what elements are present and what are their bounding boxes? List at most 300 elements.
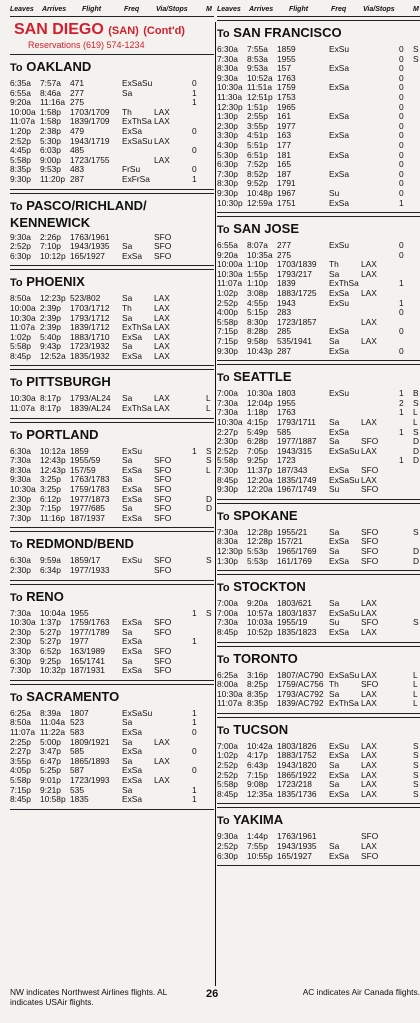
flight-freq: ExSa [122,125,143,136]
flight-via: LAX [154,106,170,117]
flight-leaves: 2:52p [217,760,238,771]
flight-leaves: 7:30a [217,397,238,408]
flight-flight: 1943/1820 [277,760,317,771]
flight-row [217,852,420,862]
left-sections [10,54,214,810]
column-divider [215,22,216,986]
flight-via: 2 [399,397,404,408]
flight-row [10,514,214,524]
flight-leaves: 6:30p [10,655,31,666]
flight-flight: 1763/1961 [70,231,110,242]
flight-freq: ExSaSu [122,78,153,88]
flight-via: 0 [192,726,197,737]
flight-leaves: 8:45p [10,350,31,361]
flight-leaves: 10:30a [10,617,36,628]
flight-via: 1 [399,388,404,399]
flight-meal: S [206,455,212,466]
flight-arrives: 10:30a [247,388,273,399]
flight-via: SFO [154,241,172,252]
destination-prefix: To [10,429,23,442]
flight-arrives: 1:58p [40,106,61,117]
flight-freq: ExSa [122,350,143,361]
flight-flight: 1763 [277,72,296,83]
flight-via: 0 [399,307,404,318]
flight-arrives: 11:04a [40,717,65,728]
flight-meal: S [206,445,212,456]
flight-freq: Sa [329,841,340,852]
footer-note-right: AC indicates Air Canada flights. [302,987,420,997]
flight-meal: D [413,455,420,466]
flight-via: 0 [192,145,197,156]
flight-via: 0 [192,164,197,175]
flight-leaves: 7:30a [217,617,238,628]
flight-via: LAX [361,316,377,327]
flight-meal: S [413,44,419,54]
flight-flight: 1977/685 [70,503,105,514]
destination-city: SEATTLE [233,369,292,385]
flight-arrives: 1:58p [40,116,61,127]
flight-flight: 161 [277,111,291,122]
flight-flight: 1977 [70,636,89,647]
flight-flight: 1803 [277,388,296,399]
destination-section [10,684,214,810]
flight-freq: ExSa [329,82,350,93]
flight-flight: 1793/1711 [277,417,316,427]
flight-leaves: 7:00a [217,388,238,399]
flight-via: 0 [399,53,404,64]
flight-freq: Sa [329,688,340,699]
flight-arrives: 1:55p [247,268,268,279]
flight-flight: 161/1769 [277,555,312,566]
flight-via: 0 [399,240,404,251]
destination-title [217,25,420,42]
flight-leaves: 6:55a [10,87,31,98]
flight-via: 0 [399,345,404,356]
flight-flight: 1859/17 [70,555,101,566]
origin-title [14,21,214,39]
destination-prefix: To [10,200,23,213]
flight-leaves: 2:52p [217,769,238,780]
flight-flight: 1763/1783 [70,474,110,485]
flight-meal: S [413,788,419,799]
flight-flight: 1763 [277,407,296,418]
flight-freq: ExSa [329,168,350,179]
flight-row [217,557,420,567]
flight-via: SFO [154,231,172,242]
flight-leaves: 8:50a [10,293,31,304]
flight-row [10,175,214,185]
flight-flight: 1835/1736 [277,788,317,799]
flight-flight: 1835/1932 [70,350,110,361]
flight-freq: FrSu [122,164,141,175]
flight-leaves: 6:30a [217,44,238,54]
flight-leaves: 2:30p [217,120,238,131]
flight-leaves: 12:30p [217,101,243,112]
flight-flight: 1759/1783 [70,484,110,495]
flight-leaves: 5:58p [217,455,238,466]
flight-via: SFO [154,665,172,676]
flight-arrives: 11:16p [40,512,65,523]
flight-flight: 1723/1755 [70,154,110,165]
flight-freq: ExSa [329,464,350,475]
header-flight: Flight [82,6,102,13]
flight-freq: Sa [122,87,133,98]
flight-via: SFO [154,555,172,566]
flight-flight: 1943/1719 [70,135,110,146]
flight-meal: S [413,760,419,771]
flight-arrives: 8:07a [247,240,268,251]
destination-title [217,221,420,238]
flight-arrives: 12:04p [247,397,273,408]
flight-arrives: 12:52a [40,350,66,361]
flight-arrives: 8:17p [40,393,61,404]
destination-city: PHOENIX [26,274,85,290]
flight-leaves: 4:05p [10,765,31,776]
flight-arrives: 10:12a [40,445,66,456]
flight-flight: 1955/21 [277,526,308,537]
flight-row [10,795,214,805]
flight-arrives: 1:18p [247,407,268,418]
destination-prefix: To [217,372,230,385]
flight-freq: ExFrSa [122,173,150,184]
flight-flight: 1977/1933 [70,565,110,575]
flight-via: SFO [154,617,172,628]
flight-leaves: 11:30a [217,91,242,102]
flight-flight: 1793/AL24 [70,393,111,404]
header-m: M [413,6,419,13]
flight-leaves: 11:07a [217,698,242,709]
flight-leaves: 1:02p [217,288,238,299]
column-header [10,4,214,17]
flight-freq: ExSaSu [329,607,360,618]
flight-via: SFO [154,565,172,575]
flight-leaves: 2:30p [10,636,31,647]
flight-arrives: 4:17p [247,750,268,761]
flight-via: LAX [361,417,377,427]
flight-freq: ExSa [329,750,350,761]
destination-prefix: To [217,224,230,237]
flight-arrives: 9:25p [247,455,268,466]
flight-flight: 1839/AC792 [277,698,324,709]
flight-arrives: 7:05p [247,445,268,456]
flight-leaves: 9:30p [217,484,238,495]
flight-arrives: 9:53p [40,164,61,175]
flight-leaves: 7:00a [217,740,238,751]
flight-freq: ExSa [122,331,143,342]
flight-meal: S [413,617,419,628]
flight-via: SFO [361,484,379,495]
flight-freq: ExSa [329,536,350,547]
flight-leaves: 5:58p [217,316,238,327]
flight-meal: S [413,397,419,408]
flight-via: SFO [154,655,172,666]
timetable-page [6,4,420,1019]
destination-section [217,646,420,714]
flight-freq: Sa [329,336,340,347]
flight-flight: 1883/1752 [277,750,317,761]
flight-via: 0 [399,139,404,150]
flight-freq: Th [329,679,339,690]
flight-freq: Sa [329,417,340,427]
flight-freq: Sa [122,341,133,352]
flight-freq: ExSaSu [329,669,360,680]
flight-flight: 177 [277,139,291,150]
flight-leaves: 3:30p [10,645,31,656]
flight-via: LAX [154,302,170,313]
flight-freq: ExSa [122,765,143,776]
flight-arrives: 8:17p [40,403,61,414]
flight-via: 1 [399,407,404,418]
flight-via: SFO [361,617,379,628]
flight-arrives: 12:28p [247,536,273,547]
flight-flight: 1955/19 [277,617,308,628]
flight-leaves: 5:30p [217,149,238,160]
flight-freq: ExSa [122,746,143,757]
flight-arrives: 9:52p [247,178,268,189]
flight-freq: Sa [122,755,133,766]
flight-meal: D [413,545,420,556]
flight-freq: ExSa [122,794,143,805]
flight-leaves: 8:50a [10,717,31,728]
flight-via: 1 [399,278,404,289]
flight-leaves: 7:30p [217,464,238,475]
flight-leaves: 9:30p [217,345,238,356]
flight-via: 1 [399,455,404,466]
flight-arrives: 4:55p [247,297,268,308]
destination-section [10,584,214,681]
flight-flight: 1723/1993 [70,774,110,785]
flight-flight: 471 [70,78,84,88]
flight-leaves: 6:35a [10,78,31,88]
flight-leaves: 10:30a [217,417,243,427]
flight-flight: 165/1741 [70,655,105,666]
destination-section [10,193,214,267]
flight-flight: 1791 [277,178,296,189]
flight-freq: ExSa [329,111,350,122]
flight-arrives: 5:25p [40,765,61,776]
flight-freq: ExSaSu [122,135,153,146]
flight-freq: ExSa [122,726,143,737]
flight-flight: 187/343 [277,464,308,475]
flight-arrives: 10:58p [40,794,66,805]
destination-title [10,274,214,291]
flight-arrives: 8:46a [40,87,61,98]
flight-via: LAX [361,268,377,279]
flight-arrives: 7:15p [40,503,61,514]
flight-via: 0 [399,326,404,337]
flight-freq: Th [329,259,339,270]
flight-arrives: 7:10p [40,241,61,252]
flight-flight: 1759/AC756 [277,679,324,690]
flight-flight: 1703/1839 [277,259,317,270]
flight-arrives: 12:23p [40,293,66,304]
flight-via: SFO [361,526,379,537]
footer-note-left: NW indicates Northwest Airlines flights. AL indicates USAir flights. [10,987,168,1007]
flight-arrives: 10:55p [247,850,273,861]
flight-freq: ExSa [329,769,350,780]
flight-via: LAX [154,341,170,352]
flight-freq: ExSu [122,555,143,566]
flight-via: LAX [361,760,377,771]
flight-leaves: 11:07a [217,278,242,289]
header-arrives: Arrives [249,6,274,13]
flight-arrives: 5:27p [40,626,61,637]
flight-arrives: 1:10p [247,278,268,289]
flight-arrives: 12:35a [247,788,273,799]
flight-freq: ExSa [122,493,143,504]
flight-freq: ExSa [329,197,350,208]
destination-title [217,369,420,386]
flight-arrives: 7:55a [247,44,268,54]
flight-via: 0 [399,44,404,54]
flight-leaves: 5:58p [10,774,31,785]
flight-leaves: 2:25p [10,736,31,747]
flight-freq: Th [122,302,132,313]
flight-flight: 157 [277,63,291,74]
flight-leaves: 3:30p [217,130,238,141]
flight-leaves: 10:30a [10,484,36,495]
flight-freq: ExSu [329,388,350,399]
flight-arrives: 6:12p [40,493,61,504]
flight-meal: B [413,388,419,399]
flight-via: SFO [154,493,172,504]
flight-via: SFO [154,512,172,523]
flight-flight: 523/802 [70,293,101,304]
flight-arrives: 11:51a [247,82,272,93]
flight-arrives: 11:22a [40,726,65,737]
flight-flight: 1865/1922 [277,769,317,780]
flight-arrives: 3:16p [247,669,268,680]
flight-flight: 1839 [277,278,296,289]
flight-freq: ExSa [122,464,143,475]
flight-arrives: 9:00p [40,154,61,165]
flight-freq: ExSa [329,345,350,356]
flight-flight: 181 [277,149,291,160]
flight-flight: 285 [277,326,291,337]
flight-via: LAX [361,698,377,709]
destination-section [217,20,420,213]
flight-row [10,666,214,676]
flight-via: 0 [399,187,404,198]
header-leaves: Leaves [217,6,241,13]
flight-leaves: 7:00a [217,598,238,609]
flight-via: 0 [399,120,404,131]
flight-via: SFO [154,455,172,466]
flight-freq: ExThSa [122,403,152,414]
flight-via: LAX [361,259,377,270]
flight-leaves: 12:30p [217,545,243,556]
destination-title [10,374,214,391]
flight-leaves: 6:55a [217,240,238,251]
flight-via: SFO [361,536,379,547]
flight-arrives: 10:42a [247,740,273,751]
flight-arrives: 1:37p [40,617,61,628]
destination-city: OAKLAND [26,59,92,74]
flight-via: 0 [399,130,404,141]
flight-via: LAX [361,669,377,680]
flight-arrives: 9:08p [247,779,268,790]
flight-arrives: 2:39p [40,302,61,313]
flight-leaves: 6:25a [217,669,238,680]
flight-arrives: 8:52p [247,168,268,179]
flight-arrives: 8:25p [247,679,268,690]
flight-leaves: 2:52p [10,135,31,146]
flight-via: LAX [154,774,170,785]
flight-arrives: 6:28p [247,436,268,447]
flight-leaves: 10:30a [10,393,36,404]
flight-via: 0 [399,101,404,112]
flight-freq: Su [329,187,340,198]
flight-arrives: 9:59a [40,555,61,566]
flight-arrives: 6:47p [40,755,61,766]
flight-arrives: 5:15p [247,307,268,318]
flight-via: 0 [399,72,404,83]
flight-via: SFO [154,626,172,637]
flight-freq: ExSa [122,512,143,523]
flight-arrives: 9:21p [40,784,61,795]
flight-flight: 287 [70,173,84,184]
flight-leaves: 2:52p [217,841,238,852]
flight-arrives: 12:28p [247,526,273,537]
flight-flight: 165/1927 [70,250,105,261]
destination-prefix: To [10,62,23,74]
flight-freq: ExSaSu [329,445,360,456]
flight-meal: D [413,445,420,456]
flight-flight: 1809/1921 [70,736,110,747]
destination-city: PORTLAND [26,426,99,442]
flight-freq: Sa [122,241,133,252]
flight-arrives: 5:53p [247,555,268,566]
flight-arrives: 9:25p [40,655,61,666]
flight-leaves: 10:30a [217,268,243,279]
destination-prefix: To [10,539,23,552]
flight-freq: ExSu [329,297,350,308]
flight-via: LAX [154,116,170,127]
flight-via: 0 [399,91,404,102]
flight-flight: 1759 [277,82,296,93]
flight-via: SFO [361,545,379,556]
flight-flight: 1803/1837 [277,607,317,618]
flight-flight: 1807 [70,707,89,718]
destination-section [217,503,420,571]
flight-leaves: 7:30p [10,665,31,676]
flight-via: 0 [399,149,404,160]
flight-freq: Sa [329,779,340,790]
right-sections [217,20,420,866]
flight-freq: Sa [122,655,133,666]
flight-flight: 1751 [277,197,296,208]
flight-freq: ExSa [329,326,350,337]
destination-prefix: To [10,691,23,704]
flight-arrives: 10:32p [40,665,66,676]
destination-section [10,531,214,580]
flight-flight: 1977/1789 [70,626,110,637]
flight-flight: 1943/1935 [70,241,110,252]
flight-leaves: 2:30p [217,436,238,447]
flight-flight: 1967 [277,187,296,198]
flight-arrives: 5:00p [40,736,61,747]
flight-flight: 1723/1857 [277,316,317,327]
flight-freq: Sa [329,760,340,771]
flight-via: SFO [154,464,172,475]
flight-flight: 1865/1893 [70,755,110,766]
flight-arrives: 5:27p [40,636,61,647]
flight-freq: Sa [122,626,133,637]
left-column [10,4,214,810]
flight-flight: 165 [277,159,291,170]
flight-arrives: 2:39p [40,312,61,323]
flight-via: 0 [399,111,404,122]
